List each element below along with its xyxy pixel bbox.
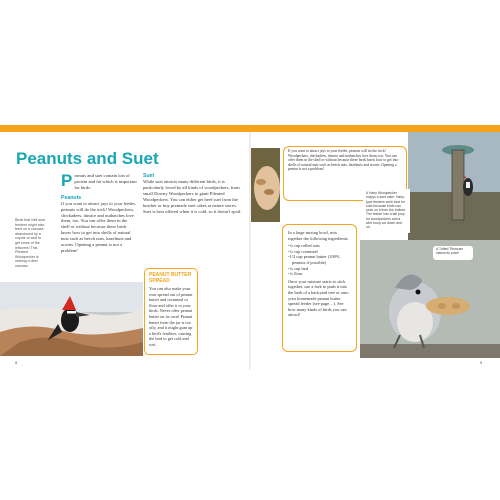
titmouse-illustration xyxy=(360,240,500,358)
top-color-band xyxy=(0,125,500,132)
sidebar-heading: PEANUT BUTTER SPREAD xyxy=(149,272,192,284)
ingredient-item: • ¼ cup rolled oats xyxy=(288,243,351,249)
recipe-instructions: Once your mixture starts to stick together, use a fork to push it into the bark of a backyard tree or onto your homemade peanut butter spread feeder (see page…). See how many kinds of birds you can attract! xyxy=(288,278,349,318)
peanut-callout: If you want to attract jays to your feeder, peanuts will do the trick! Woodpeckers, chickadees, titmice and nuthatches love them, too. You can offer them in the shell or without because these birds know how to get into shells of natural nuts such as beech nuts, hazelnuts and acorns. Opening a peanut is not a problem! xyxy=(283,146,407,201)
drop-cap: P xyxy=(61,171,73,190)
suet-feeder-caption: A Hairy Woodpecker enjoys a suet cake. Hairy-type feeders work best for suet because birds can peck on it from the bottom. The feeder has a tail prop for woodpeckers and a wire hoop cut down and on. xyxy=(363,189,410,233)
suet-feeder-illustration xyxy=(408,132,500,242)
recipe-intro: In a large mixing bowl, mix together the following ingredients. xyxy=(288,230,349,241)
page-title: Peanuts and Suet xyxy=(16,149,159,168)
ingredient-item: • ¼ cup lard xyxy=(288,266,351,272)
intro-paragraph xyxy=(61,173,137,191)
ingredient-list xyxy=(288,243,351,277)
titmouse-caption: A Tufted Titmouse claims its prize! xyxy=(433,246,473,260)
suet-subhead: Suet xyxy=(143,173,155,179)
sidebar-body: You can also make your own spread out of peanut butter and cornmeal or flour and offer it to your birds. Never offer peanut butter on its own! Peanut butter from the jar is too oily, and it might gum up a bird's feathers, causing the bird to get cold and wet. xyxy=(149,286,193,347)
titmouse-photo xyxy=(360,240,500,358)
peanuts-column xyxy=(61,173,137,254)
peanut-illustration xyxy=(251,148,280,222)
woodpecker-photo xyxy=(0,282,143,356)
peanuts-body: If you want to attract jays to your feeder, peanuts will do the trick! Woodpeckers, chickadees, titmice and nuthatches love them, too. You can offer them in the shell or without because these birds know how to get into shells of natural nuts such as beech nuts, hazelnuts and acorns. Opening a peanut is not a problem! xyxy=(61,200,136,253)
recipe-callout xyxy=(282,224,357,352)
ingredient-item: • 1/3 cup peanut butter (100% peanuts if possible) xyxy=(288,254,351,265)
suet-feeder-photo xyxy=(408,132,500,242)
page-number-left: 8 xyxy=(15,360,18,365)
intro-text: eanuts and suet contain lots of protein and fat which is important for birds. xyxy=(74,173,137,190)
suet-body: While suet attracts many different birds, it is particularly loved by all kinds of woodpeckers, from small Downy Woodpeckers to giant Pileated Woodpeckers. You can either get beef suet from the butcher or buy premade suet cakes at nature stores. Suet is best offered when it is cold, so it doesn't spoil. xyxy=(143,179,242,214)
peanut-hand-photo xyxy=(251,148,280,222)
peanuts-subhead: Peanuts xyxy=(61,194,82,201)
page-number-right: 9 xyxy=(480,360,483,365)
peanut-butter-sidebar xyxy=(144,268,198,355)
woodpecker-illustration xyxy=(0,282,143,356)
ingredient-item: • ¼ flour xyxy=(288,271,351,277)
ingredient-item: • ¼ cup cornmeal xyxy=(288,249,351,255)
suet-column xyxy=(143,173,243,214)
side-caption: Birds that visit suet feeders might also feed on a carcass abandoned by a coyote or wolf to get some of the leftovers! This Pileated Woodpecker is making a deer carcass. xyxy=(15,218,46,268)
